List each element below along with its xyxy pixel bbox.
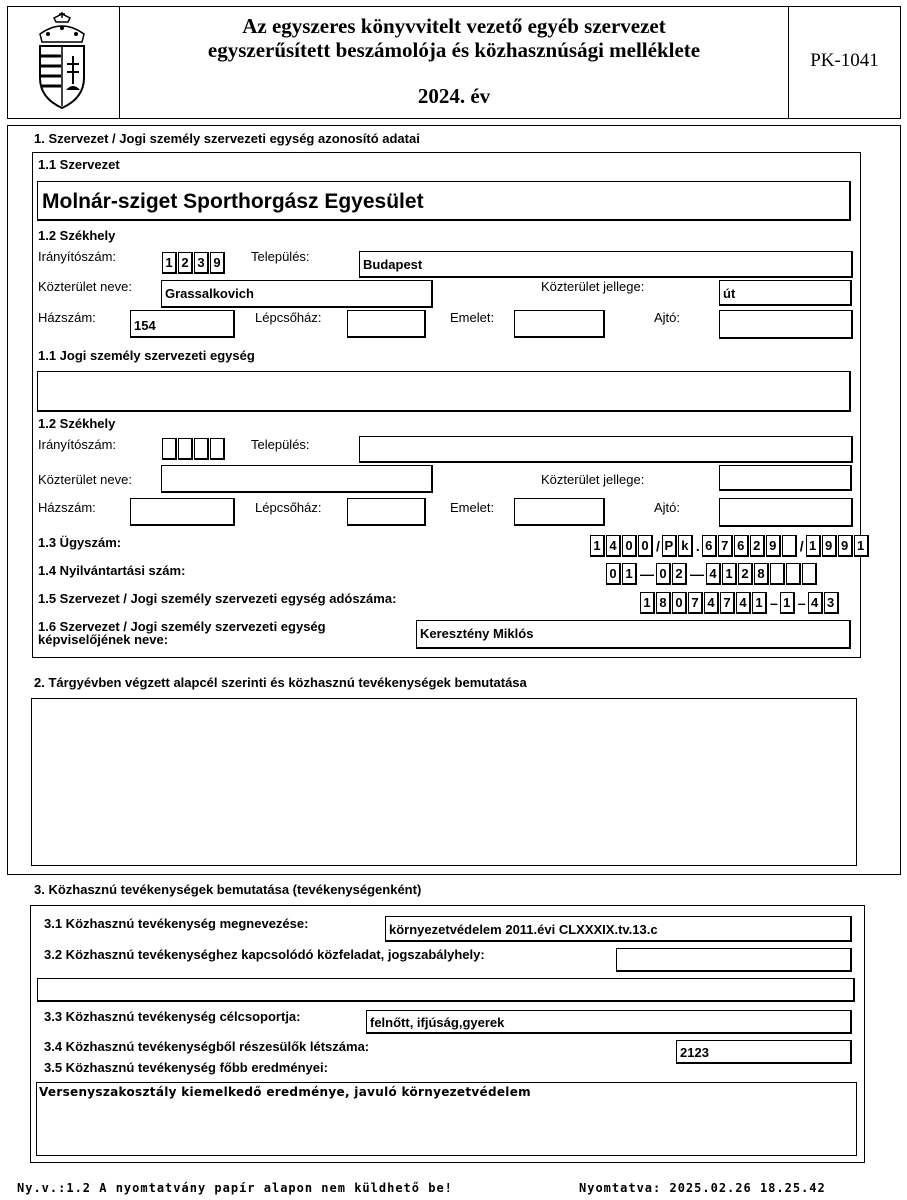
seat1-title: 1.2 Székhely	[38, 228, 116, 243]
unit-name-field[interactable]	[37, 371, 851, 412]
activity-label: 3.1 Közhasznú tevékenység megnevezése:	[44, 916, 309, 931]
seat1-stair-label: Lépcsőház:	[255, 310, 322, 325]
char-cell[interactable]: 1	[162, 252, 177, 274]
char-cell[interactable]	[162, 438, 177, 460]
seat2-city-field[interactable]	[359, 436, 853, 463]
section2-title: 2. Tárgyévben végzett alapcél szerinti és közhasznú tevékenységek bemutatása	[34, 675, 527, 690]
char-cell[interactable]	[786, 563, 801, 585]
org-name-field[interactable]: Molnár-sziget Sporthorgász Egyesület	[37, 181, 851, 221]
seat1-postcode-cells[interactable]	[162, 252, 226, 274]
char-cell[interactable]	[194, 438, 209, 460]
target-field[interactable]: felnőtt, ifjúság,gyerek	[366, 1010, 852, 1034]
tax-number-label: 1.5 Szervezet / Jogi személy szervezeti egység adószáma:	[38, 591, 397, 606]
seat1-street-type-label: Közterület jellege:	[541, 279, 645, 294]
rep-name-field[interactable]: Keresztény Miklós	[416, 620, 851, 649]
seat1-street-field[interactable]: Grassalkovich	[161, 280, 433, 308]
target-label: 3.3 Közhasznú tevékenység célcsoportja:	[44, 1009, 301, 1024]
section1-title: 1. Szervezet / Jogi személy szervezeti egység azonosító adatai	[34, 131, 420, 146]
seat1-door-field[interactable]	[719, 310, 853, 339]
char-cell[interactable]: 4	[808, 592, 823, 614]
org-label: 1.1 Szervezet	[38, 157, 120, 172]
tax-number-cells[interactable]	[640, 592, 840, 614]
char-cell[interactable]: 1	[806, 535, 821, 557]
separator: –	[770, 595, 778, 611]
char-cell[interactable]: 2	[178, 252, 193, 274]
seat2-house-label: Házszám:	[38, 500, 96, 515]
form-title-line1: Az egyszeres könyvvitelt vezető egyéb szervezet	[242, 14, 666, 38]
char-cell[interactable]: 2	[672, 563, 687, 585]
char-cell[interactable]: 2	[750, 535, 765, 557]
results-text: Versenyszakosztály kiemelkedő eredménye, javuló környezetvédelem	[39, 1085, 531, 1099]
count-field[interactable]: 2123	[676, 1040, 852, 1064]
char-cell[interactable]: 7	[688, 592, 703, 614]
seat1-door-label: Ajtó:	[654, 310, 681, 325]
char-cell[interactable]: 9	[822, 535, 837, 557]
seat1-city-label: Település:	[251, 249, 310, 264]
char-cell[interactable]: 1	[780, 592, 795, 614]
section3-title: 3. Közhasznú tevékenységek bemutatása (tevékenységenként)	[34, 882, 422, 897]
seat1-postcode-label: Irányítószám:	[38, 249, 117, 264]
seat1-house-label: Házszám:	[38, 310, 96, 325]
separator: /	[656, 538, 660, 554]
rep-label-line2: képviselőjének neve:	[38, 632, 169, 647]
seat2-street-label: Közterület neve:	[38, 472, 132, 487]
char-cell[interactable]: 1	[622, 563, 637, 585]
section2-textarea[interactable]	[31, 698, 857, 866]
char-cell[interactable]: 3	[194, 252, 209, 274]
char-cell[interactable]: 0	[622, 535, 637, 557]
task-long-field[interactable]	[37, 978, 855, 1002]
char-cell[interactable]: 9	[838, 535, 853, 557]
char-cell[interactable]: 1	[752, 592, 767, 614]
char-cell[interactable]	[802, 563, 817, 585]
char-cell[interactable]: 4	[706, 563, 721, 585]
activity-field[interactable]: környezetvédelem 2011.évi CLXXXIX.tv.13.c	[385, 916, 852, 942]
seat1-street-label: Közterület neve:	[38, 279, 132, 294]
char-cell[interactable]: 1	[854, 535, 869, 557]
char-cell[interactable]	[178, 438, 193, 460]
seat1-floor-label: Emelet:	[450, 310, 495, 325]
char-cell[interactable]: 4	[736, 592, 751, 614]
seat2-stair-label: Lépcsőház:	[255, 500, 322, 515]
char-cell[interactable]: P	[662, 535, 677, 557]
footer-note: Ny.v.:1.2 A nyomtatvány papír alapon nem küldhető be!	[17, 1181, 453, 1195]
char-cell[interactable]: 2	[738, 563, 753, 585]
char-cell[interactable]: 8	[656, 592, 671, 614]
count-label: 3.4 Közhasznú tevékenységből részesülők létszáma:	[44, 1039, 370, 1054]
unit-label: 1.1 Jogi személy szervezeti egység	[38, 348, 255, 363]
reg-number-label: 1.4 Nyilvántartási szám:	[38, 563, 186, 578]
char-cell[interactable]	[770, 563, 785, 585]
rep-label-line1: 1.6 Szervezet / Jogi személy szervezeti egység	[38, 619, 326, 634]
coat-of-arms-cell	[7, 6, 120, 119]
char-cell[interactable]: 8	[754, 563, 769, 585]
char-cell[interactable]	[210, 438, 225, 460]
seat2-stair-field[interactable]	[347, 498, 426, 526]
char-cell[interactable]: 1	[640, 592, 655, 614]
seat1-city-field[interactable]: Budapest	[359, 251, 853, 278]
form-code: PK-1041	[810, 50, 879, 71]
seat2-street-type-field[interactable]	[719, 465, 852, 491]
results-label: 3.5 Közhasznú tevékenység főbb eredményei:	[44, 1060, 328, 1075]
char-cell[interactable]: 1	[722, 563, 737, 585]
char-cell[interactable]: 3	[824, 592, 839, 614]
seat1-floor-field[interactable]	[514, 310, 605, 338]
coat-of-arms-icon	[32, 12, 92, 112]
char-cell[interactable]: 7	[720, 592, 735, 614]
separator: –	[797, 595, 806, 611]
char-cell[interactable]: 6	[702, 535, 717, 557]
separator: —	[690, 566, 704, 582]
char-cell[interactable]: 4	[704, 592, 719, 614]
char-cell[interactable]: 4	[606, 535, 621, 557]
seat2-postcode-cells[interactable]	[162, 438, 226, 460]
reg-number-cells[interactable]	[606, 563, 818, 585]
case-number-cells[interactable]	[590, 535, 870, 557]
seat2-floor-label: Emelet:	[450, 500, 495, 515]
seat2-floor-field[interactable]	[514, 498, 605, 526]
footer-printed: Nyomtatva: 2025.02.26 18.25.42	[579, 1181, 826, 1195]
seat2-door-label: Ajtó:	[654, 500, 681, 515]
task-short-field[interactable]	[616, 948, 852, 972]
char-cell[interactable]: 1	[590, 535, 605, 557]
separator: —	[640, 566, 654, 582]
form-title-line2: egyszerűsített beszámolója és közhasznúsági melléklete	[207, 38, 701, 62]
char-cell[interactable]: 0	[606, 563, 621, 585]
seat2-house-field[interactable]	[130, 498, 235, 526]
seat2-title: 1.2 Székhely	[38, 416, 116, 431]
char-cell[interactable]: 7	[718, 535, 733, 557]
seat2-door-field[interactable]	[719, 498, 853, 527]
char-cell[interactable]: 9	[766, 535, 781, 557]
seat1-house-field[interactable]: 154	[130, 310, 235, 338]
results-field[interactable]	[36, 1082, 857, 1156]
seat2-city-label: Település:	[251, 437, 310, 452]
char-cell[interactable]: 6	[734, 535, 749, 557]
separator: .	[695, 538, 700, 554]
char-cell[interactable]: k	[678, 535, 693, 557]
seat2-postcode-label: Irányítószám:	[38, 437, 117, 452]
task-label: 3.2 Közhasznú tevékenységhez kapcsolódó közfeladat, jogszabályhely:	[44, 947, 485, 962]
char-cell[interactable]: 9	[210, 252, 225, 274]
seat2-street-type-label: Közterület jellege:	[541, 472, 645, 487]
seat1-stair-field[interactable]	[347, 310, 426, 338]
case-number-label: 1.3 Ügyszám:	[38, 535, 122, 550]
char-cell[interactable]: 0	[638, 535, 653, 557]
char-cell[interactable]: 0	[672, 592, 687, 614]
seat1-street-type-field[interactable]: út	[719, 280, 852, 306]
seat2-street-field[interactable]	[161, 465, 433, 493]
form-year: 2024. év	[417, 84, 491, 108]
separator: /	[799, 538, 804, 554]
char-cell[interactable]	[782, 535, 797, 557]
char-cell[interactable]: 0	[656, 563, 671, 585]
